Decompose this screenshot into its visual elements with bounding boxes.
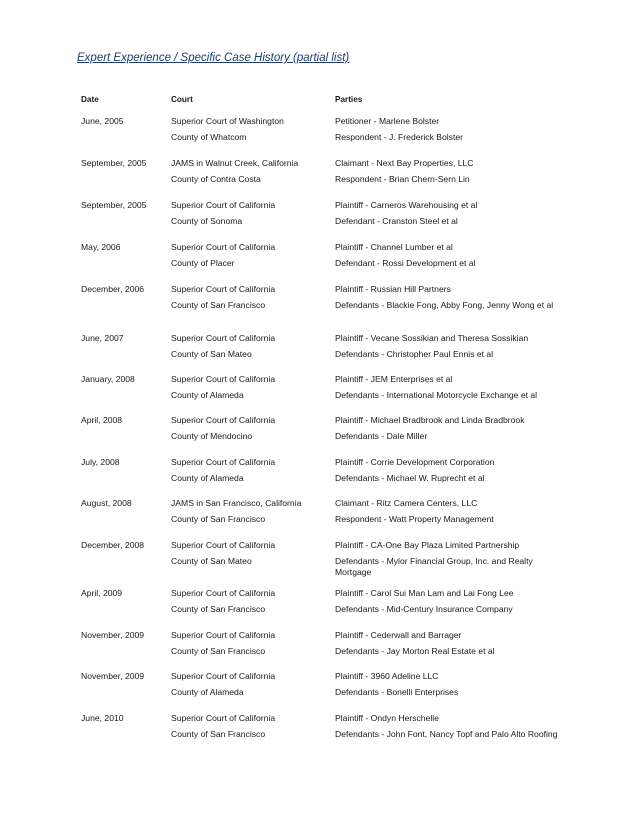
party-first: Plaintiff - Channel Lumber et al [335, 242, 453, 252]
case-parties [335, 116, 560, 143]
case-parties [335, 630, 560, 657]
court-name: Superior Court of California [171, 333, 276, 343]
case-date: September, 2005 [81, 158, 147, 168]
date-column-header: Date [81, 95, 99, 104]
court-column-header: Court [171, 95, 193, 104]
court-county: County of San Francisco [171, 646, 266, 656]
case-court [171, 671, 326, 698]
court-name: JAMS in Walnut Creek, California [171, 158, 299, 168]
court-county: County of San Mateo [171, 556, 252, 566]
case-court [171, 540, 326, 567]
case-court [171, 284, 326, 311]
court-county: County of Alameda [171, 390, 244, 400]
case-parties [335, 540, 560, 578]
case-parties [335, 498, 560, 525]
party-first: Plaintiff - Corrie Development Corporation [335, 457, 495, 467]
court-county: County of San Francisco [171, 604, 266, 614]
court-county: County of Alameda [171, 687, 244, 697]
party-first: Plaintiff - Russian Hill Partners [335, 284, 451, 294]
case-court [171, 457, 326, 484]
case-court [171, 415, 326, 442]
party-second: Defendants - Christopher Paul Ennis et al [335, 349, 494, 359]
case-date: April, 2008 [81, 415, 123, 425]
page-title: Expert Experience / Specific Case History (partial list) [77, 52, 350, 64]
party-first: Plaintiff - 3960 Adeline LLC [335, 671, 439, 681]
case-court [171, 374, 326, 401]
case-court [171, 498, 326, 525]
court-county: County of San Mateo [171, 349, 252, 359]
party-first: Plaintiff - JEM Enterprises et al [335, 374, 453, 384]
court-name: Superior Court of California [171, 284, 276, 294]
case-date: September, 2005 [81, 200, 147, 210]
party-second: Defendants - Blackie Fong, Abby Fong, Jenny Wong et al [335, 300, 554, 310]
case-parties [335, 588, 560, 615]
party-second: Defendants - Michael W. Ruprecht et al [335, 473, 485, 483]
case-court [171, 588, 326, 615]
party-first: Claimant - Ritz Camera Centers, LLC [335, 498, 478, 508]
court-name: Superior Court of California [171, 540, 276, 550]
party-second: Defendants - Mylor Financial Group, Inc. and Realty Mortgage [335, 556, 533, 577]
case-parties [335, 374, 560, 401]
court-county: County of Contra Costa [171, 174, 261, 184]
case-parties [335, 284, 560, 311]
case-parties [335, 242, 560, 269]
case-date: August, 2008 [81, 498, 132, 508]
case-court [171, 158, 326, 185]
party-second: Defendants - John Font, Nancy Topf and Palo Alto Roofing [335, 729, 558, 739]
court-name: Superior Court of California [171, 588, 276, 598]
case-parties [335, 713, 560, 740]
party-second: Respondent - Watt Property Management [335, 514, 494, 524]
court-name: Superior Court of California [171, 671, 276, 681]
case-parties [335, 200, 560, 227]
party-second: Respondent - Brian Chern-Sern Lin [335, 174, 470, 184]
case-date: December, 2006 [81, 284, 145, 294]
court-name: Superior Court of California [171, 457, 276, 467]
case-parties [335, 333, 560, 360]
case-date: June, 2005 [81, 116, 124, 126]
case-date: November, 2009 [81, 630, 145, 640]
party-first: Plaintiff - Carol Sui Man Lam and Lai Fong Lee [335, 588, 514, 598]
court-name: JAMS in San Francisco, California [171, 498, 302, 508]
case-court [171, 713, 326, 740]
party-second: Defendants - Dale Miller [335, 431, 428, 441]
party-first: Plaintiff - Ondyn Herschelle [335, 713, 439, 723]
case-court [171, 333, 326, 360]
case-parties [335, 415, 560, 442]
case-court [171, 116, 326, 143]
court-county: County of Sonoma [171, 216, 243, 226]
party-first: Plaintiff - Vecane Sossikian and Theresa Sossikian [335, 333, 529, 343]
court-name: Superior Court of California [171, 630, 276, 640]
case-parties [335, 158, 560, 185]
parties-column-header: Parties [335, 95, 363, 104]
court-name: Superior Court of California [171, 374, 276, 384]
court-county: County of San Francisco [171, 514, 266, 524]
court-name: Superior Court of Washington [171, 116, 284, 126]
party-second: Defendant - Cranston Steel et al [335, 216, 458, 226]
case-date: January, 2008 [81, 374, 135, 384]
case-date: November, 2009 [81, 671, 145, 681]
party-second: Defendants - Bonelli Enterprises [335, 687, 459, 697]
case-date: April, 2009 [81, 588, 123, 598]
case-court [171, 200, 326, 227]
case-date: June, 2007 [81, 333, 124, 343]
party-first: Plaintiff - CA-One Bay Plaza Limited Partnership [335, 540, 520, 550]
court-county: County of Whatcom [171, 132, 247, 142]
party-second: Defendants - Mid-Century Insurance Company [335, 604, 513, 614]
party-first: Plaintiff - Michael Bradbrook and Linda Bradbrook [335, 415, 525, 425]
court-county: County of Alameda [171, 473, 244, 483]
court-county: County of San Francisco [171, 729, 266, 739]
case-court [171, 630, 326, 657]
court-name: Superior Court of California [171, 713, 276, 723]
court-county: County of Placer [171, 258, 235, 268]
court-county: County of Mendocino [171, 431, 253, 441]
court-name: Superior Court of California [171, 242, 276, 252]
court-name: Superior Court of California [171, 415, 276, 425]
party-second: Defendants - International Motorcycle Exchange et al [335, 390, 538, 400]
party-first: Plaintiff - Carneros Warehousing et al [335, 200, 478, 210]
case-date: July, 2008 [81, 457, 120, 467]
case-date: May, 2006 [81, 242, 121, 252]
case-court [171, 242, 326, 269]
case-date: December, 2008 [81, 540, 145, 550]
case-parties [335, 457, 560, 484]
court-name: Superior Court of California [171, 200, 276, 210]
case-parties [335, 671, 560, 698]
party-second: Defendants - Jay Morton Real Estate et al [335, 646, 495, 656]
party-second: Defendant - Rossi Development et al [335, 258, 476, 268]
party-first: Petitioner - Marlene Bolster [335, 116, 440, 126]
party-first: Claimant - Next Bay Properties, LLC [335, 158, 474, 168]
party-first: Plaintiff - Cederwall and Barrager [335, 630, 462, 640]
case-date: June, 2010 [81, 713, 124, 723]
court-county: County of San Francisco [171, 300, 266, 310]
party-second: Respondent - J. Frederick Bolster [335, 132, 464, 142]
